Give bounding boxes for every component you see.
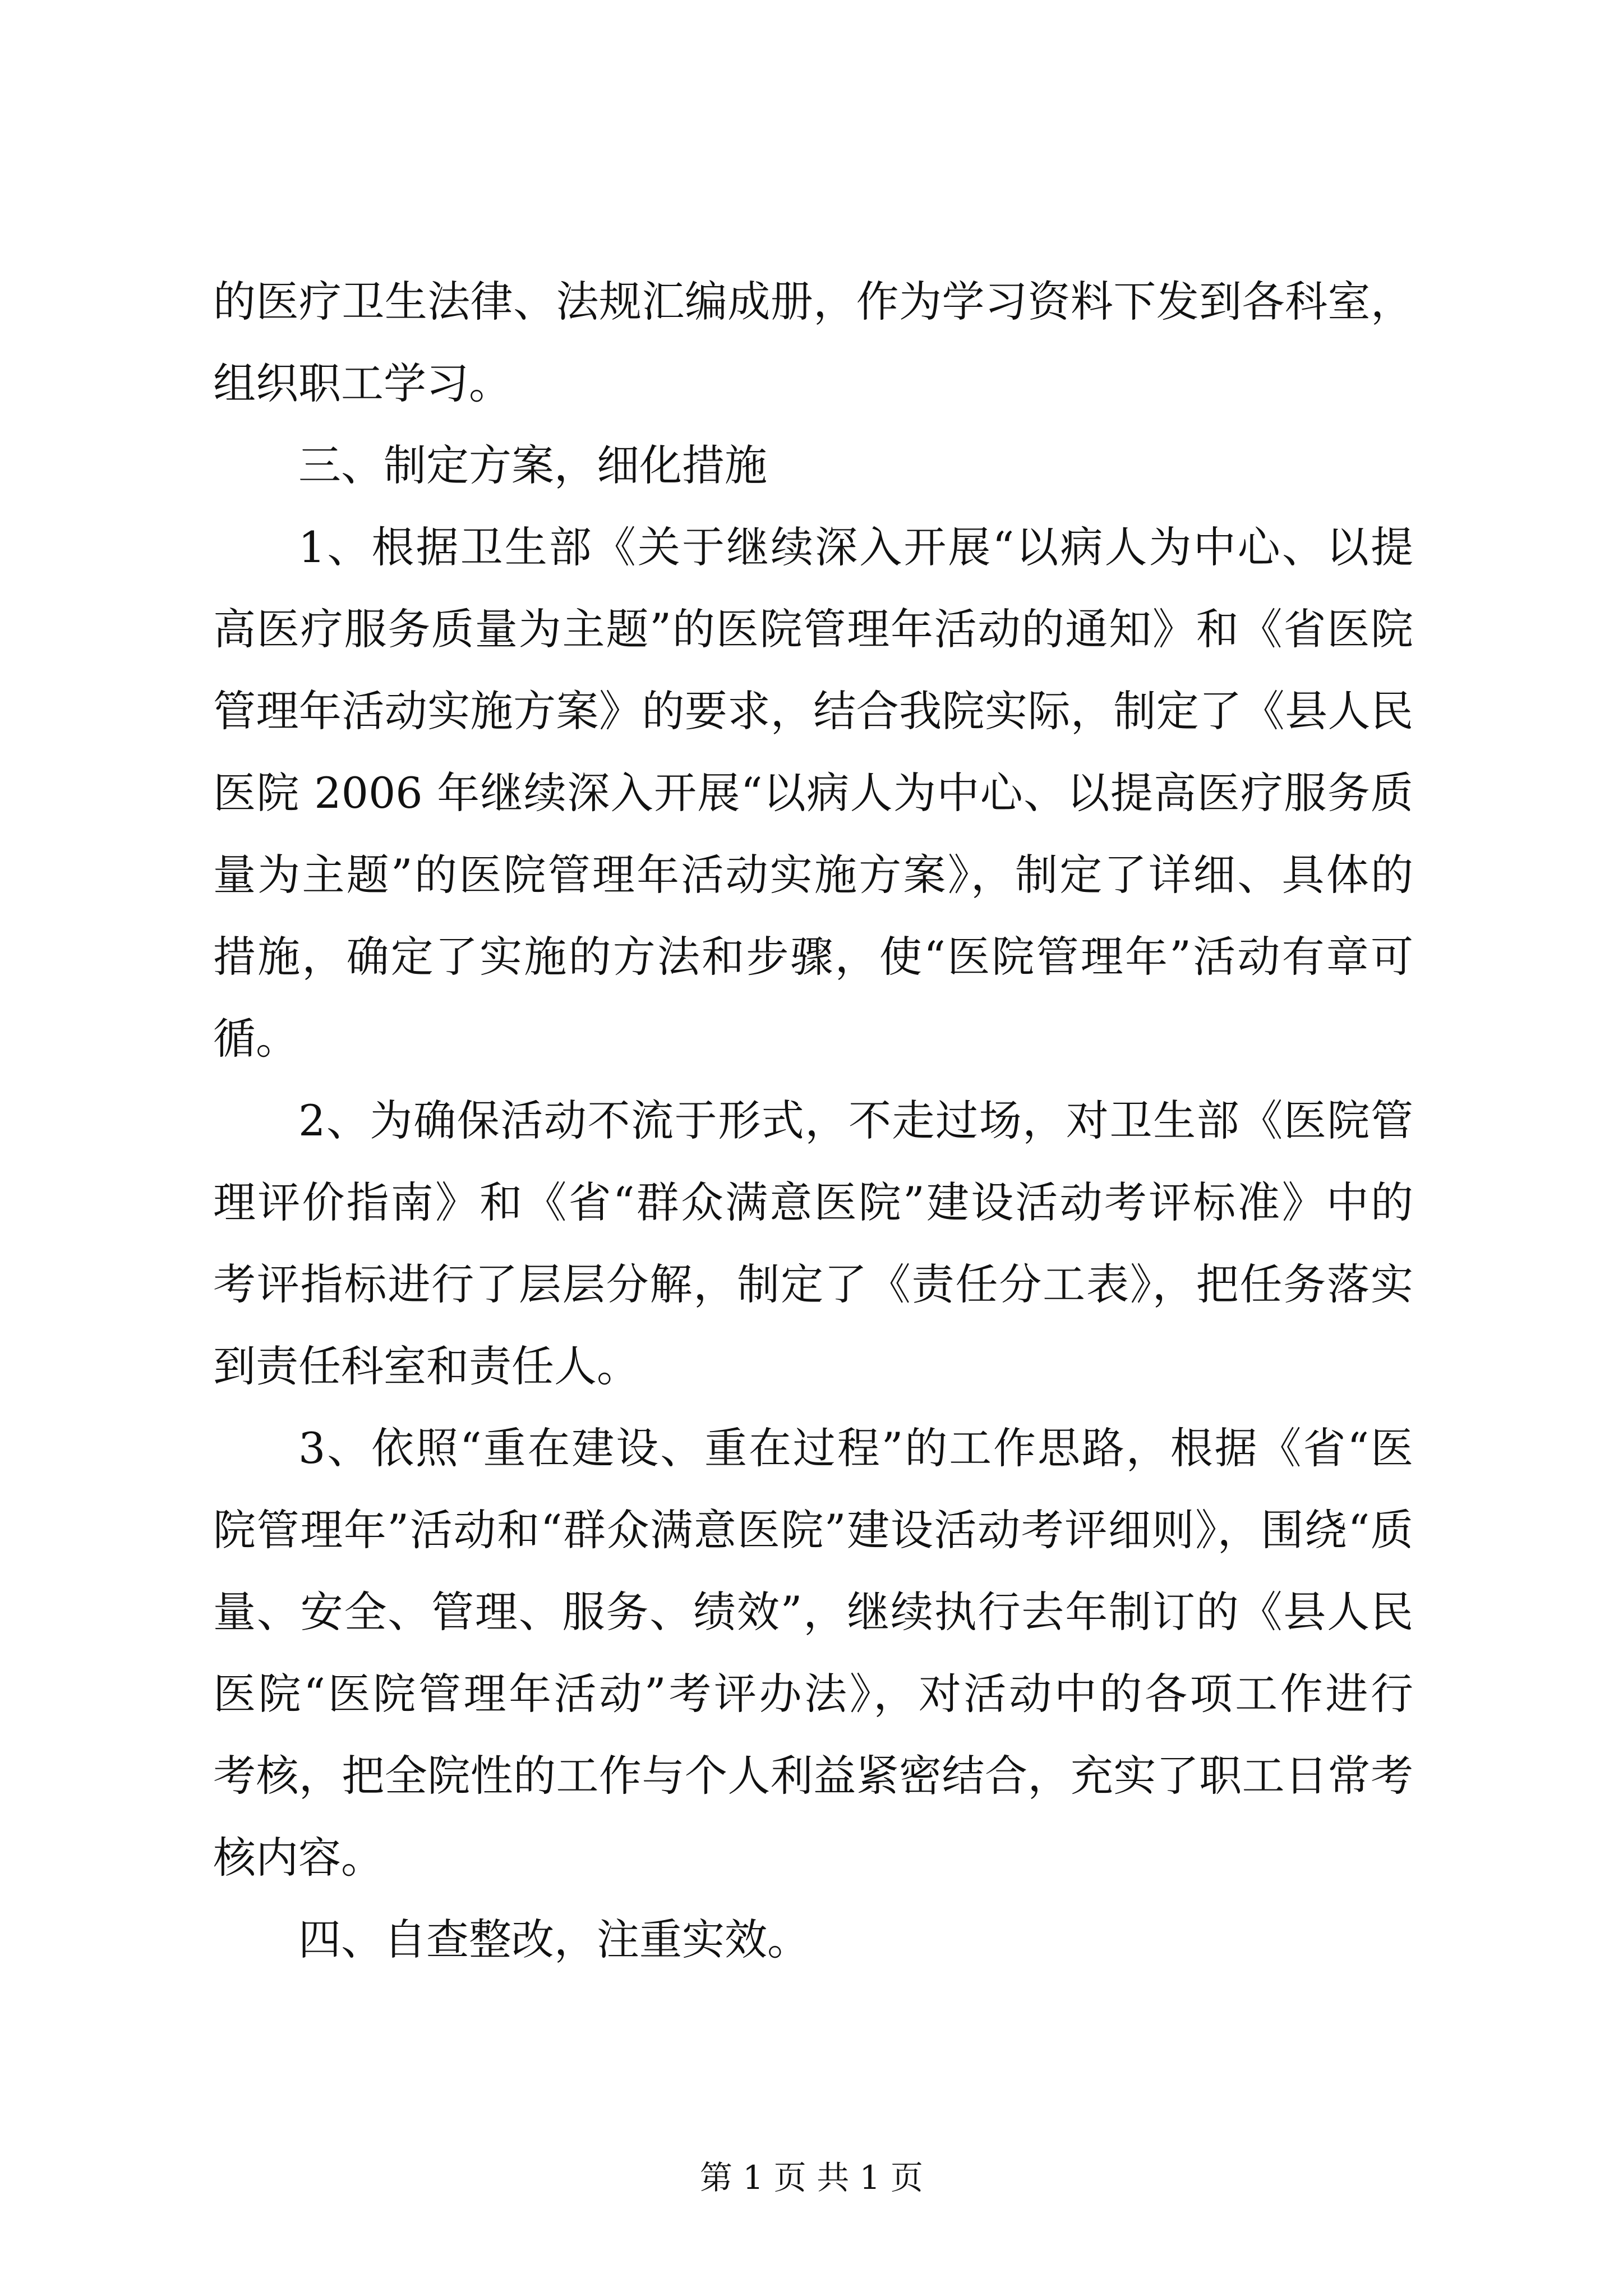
text-line: 措施，确定了实施的方法和步骤，使“医院管理年”活动有章可 [213, 932, 1413, 982]
text-line: 的医疗卫生法律、法规汇编成册，作为学习资料下发到各科室， [213, 277, 1413, 326]
text-line: 医院“医院管理年活动”考评办法》，对活动中的各项工作进行 [213, 1669, 1413, 1719]
text-line: 医院 2006 年继续深入开展“以病人为中心、以提高医疗服务质 [213, 768, 1413, 818]
text-line: 到责任科室和责任人。 [213, 1341, 639, 1391]
text-line: 量、安全、管理、服务、绩效”，继续执行去年制订的《县人民 [213, 1587, 1413, 1637]
text-line: 考核，把全院性的工作与个人利益紧密结合，充实了职工日常考 [213, 1751, 1413, 1801]
text-line: 量为主题”的医院管理年活动实施方案》，制定了详细、具体的 [213, 850, 1413, 900]
text-line: 考评指标进行了层层分解，制定了《责任分工表》，把任务落实 [213, 1259, 1413, 1309]
text-line: 2、为确保活动不流于形式，不走过场，对卫生部《医院管 [298, 1096, 1413, 1145]
document-body [213, 261, 1413, 1981]
text-line: 核内容。 [213, 1833, 384, 1883]
section-heading: 四、自查整改，注重实效。 [298, 1915, 810, 1964]
text-line: 1、根据卫生部《关于继续深入开展“以病人为中心、以提 [298, 522, 1413, 572]
text-line: 院管理年”活动和“群众满意医院”建设活动考评细则》，围绕“质 [213, 1505, 1413, 1555]
text-line: 组织职工学习。 [213, 358, 511, 408]
page-footer: 第 1 页 共 1 页 [700, 2159, 923, 2197]
text-line: 循。 [213, 1014, 298, 1064]
text-line: 高医疗服务质量为主题”的医院管理年活动的通知》和《省医院 [213, 604, 1413, 654]
text-line: 管理年活动实施方案》的要求，结合我院实际，制定了《县人民 [213, 686, 1413, 736]
text-line: 理评价指南》和《省“群众满意医院”建设活动考评标准》中的 [213, 1177, 1413, 1227]
text-line: 3、依照“重在建设、重在过程”的工作思路，根据《省“医 [298, 1423, 1413, 1473]
section-heading: 三、制定方案，细化措施 [298, 440, 767, 490]
